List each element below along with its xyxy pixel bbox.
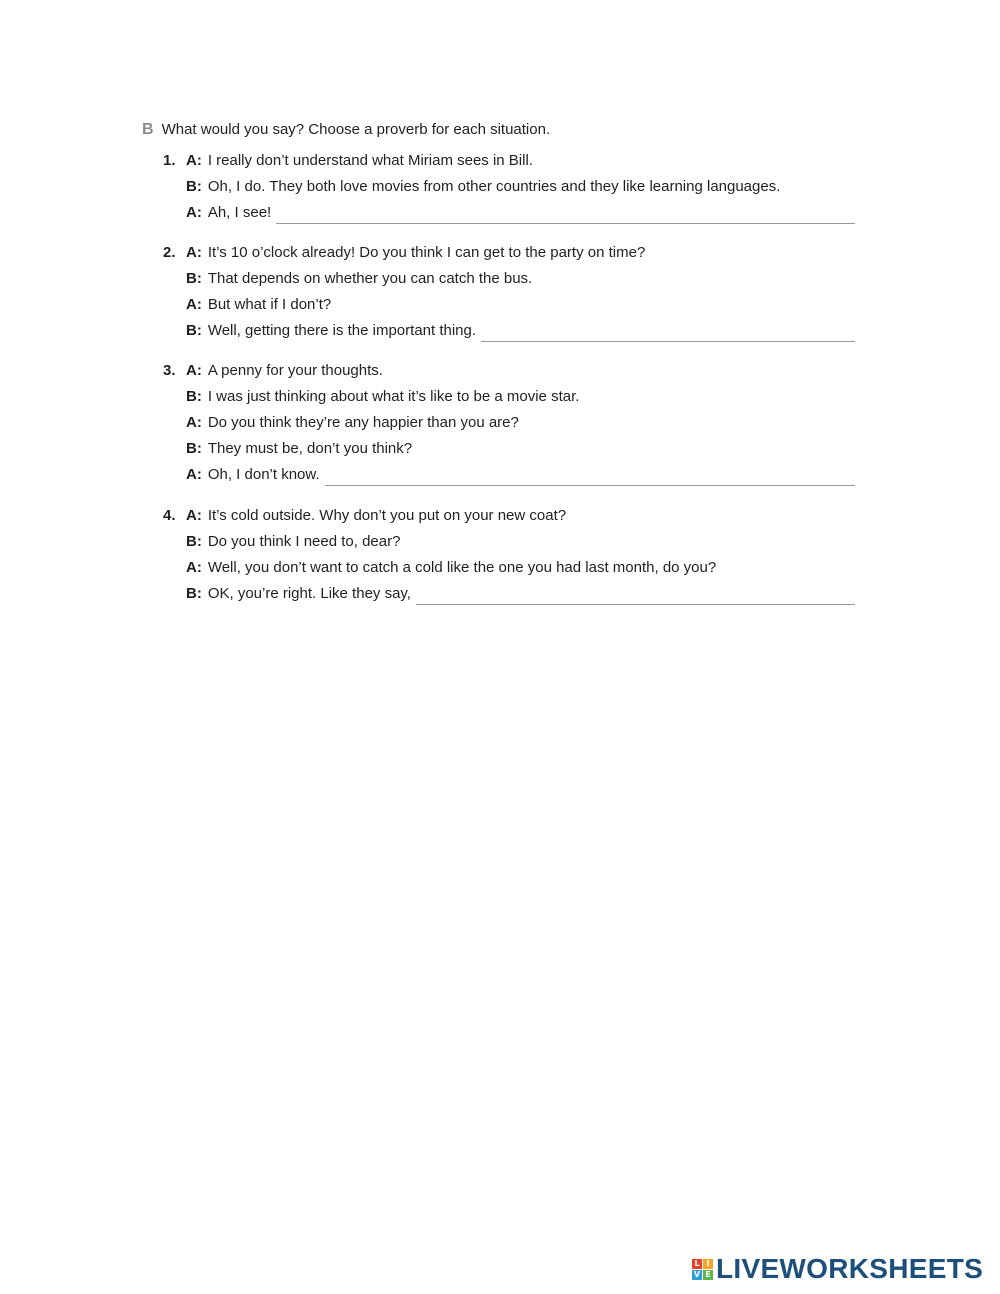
dialogue-text: It’s cold outside. Why don’t you put on your new coat?: [207, 507, 567, 524]
liveworksheets-logo: [692, 1253, 983, 1285]
exercise-4: [163, 503, 855, 607]
dialogue-line: [163, 503, 855, 529]
answer-input-3[interactable]: [325, 465, 855, 486]
speaker-label: A:: [186, 244, 202, 261]
dialogue-line: [163, 266, 855, 292]
speaker-label: B:: [186, 440, 202, 457]
dialogue-line: [163, 174, 855, 200]
dialogue-text: Oh, I do. They both love movies from other countries and they like learning languages.: [207, 178, 781, 195]
dialogue-line: [163, 148, 855, 174]
logo-tile-e: E: [703, 1270, 713, 1280]
speaker-label: B:: [186, 388, 202, 405]
speaker-label: A:: [186, 362, 202, 379]
dialogue-line: [163, 384, 855, 410]
exercise-3: [163, 358, 855, 488]
exercise-2: [163, 240, 855, 344]
logo-icon: [692, 1259, 713, 1280]
speaker-label: A:: [186, 466, 202, 483]
dialogue-text: I really don’t understand what Miriam sees in Bill.: [207, 152, 533, 169]
dialogue-line: [163, 581, 855, 607]
dialogue-line: [163, 318, 855, 344]
speaker-label: B:: [186, 533, 202, 550]
exercise-number: 2.: [163, 244, 176, 261]
exercise-number: 4.: [163, 507, 176, 524]
dialogue-text: They must be, don’t you think?: [207, 440, 413, 457]
dialogue-line: [163, 200, 855, 226]
speaker-label: A:: [186, 507, 202, 524]
answer-input-1[interactable]: [276, 203, 855, 224]
exercise-1: [163, 148, 855, 226]
logo-tile-l: L: [692, 1259, 702, 1269]
dialogue-text: Oh, I don’t know.: [207, 466, 320, 483]
dialogue-text: Well, you don’t want to catch a cold like the one you had last month, do you?: [207, 559, 717, 576]
dialogue-line: [163, 462, 855, 488]
dialogue-text: It’s 10 o’clock already! Do you think I can get to the party on time?: [207, 244, 646, 261]
speaker-label: A:: [186, 559, 202, 576]
answer-input-2[interactable]: [481, 321, 855, 342]
answer-input-4[interactable]: [416, 584, 855, 605]
speaker-label: A:: [186, 152, 202, 169]
dialogue-text: OK, you’re right. Like they say,: [207, 585, 411, 602]
logo-text: LIVEWORKSHEETS: [716, 1253, 984, 1284]
speaker-label: B:: [186, 270, 202, 287]
speaker-label: A:: [186, 414, 202, 431]
dialogue-text: That depends on whether you can catch the bus.: [207, 270, 533, 287]
dialogue-line: [163, 410, 855, 436]
dialogue-line: [163, 240, 855, 266]
speaker-label: B:: [186, 585, 202, 602]
dialogue-text: Do you think they’re any happier than you are?: [207, 414, 519, 431]
dialogue-line: [163, 292, 855, 318]
speaker-label: A:: [186, 204, 202, 221]
speaker-label: A:: [186, 296, 202, 313]
dialogue-line: [163, 358, 855, 384]
dialogue-text: I was just thinking about what it’s like to be a movie star.: [207, 388, 580, 405]
dialogue-text: But what if I don’t?: [207, 296, 332, 313]
speaker-label: B:: [186, 178, 202, 195]
dialogue-line: [163, 529, 855, 555]
exercise-number: 1.: [163, 152, 176, 169]
logo-tile-v: V: [693, 1269, 701, 1279]
dialogue-text: Ah, I see!: [207, 204, 272, 221]
dialogue-line: [163, 436, 855, 462]
section-header: [142, 120, 550, 140]
logo-tile-i: I: [703, 1259, 713, 1269]
section-instruction: What would you say? Choose a proverb for each situation.: [161, 121, 551, 138]
section-letter: B: [142, 121, 154, 138]
dialogue-text: A penny for your thoughts.: [207, 362, 383, 379]
dialogue-text: Do you think I need to, dear?: [207, 533, 401, 550]
dialogue-line: [163, 555, 855, 581]
speaker-label: B:: [186, 322, 202, 339]
exercise-number: 3.: [163, 362, 176, 379]
dialogue-text: Well, getting there is the important thing.: [207, 322, 477, 339]
